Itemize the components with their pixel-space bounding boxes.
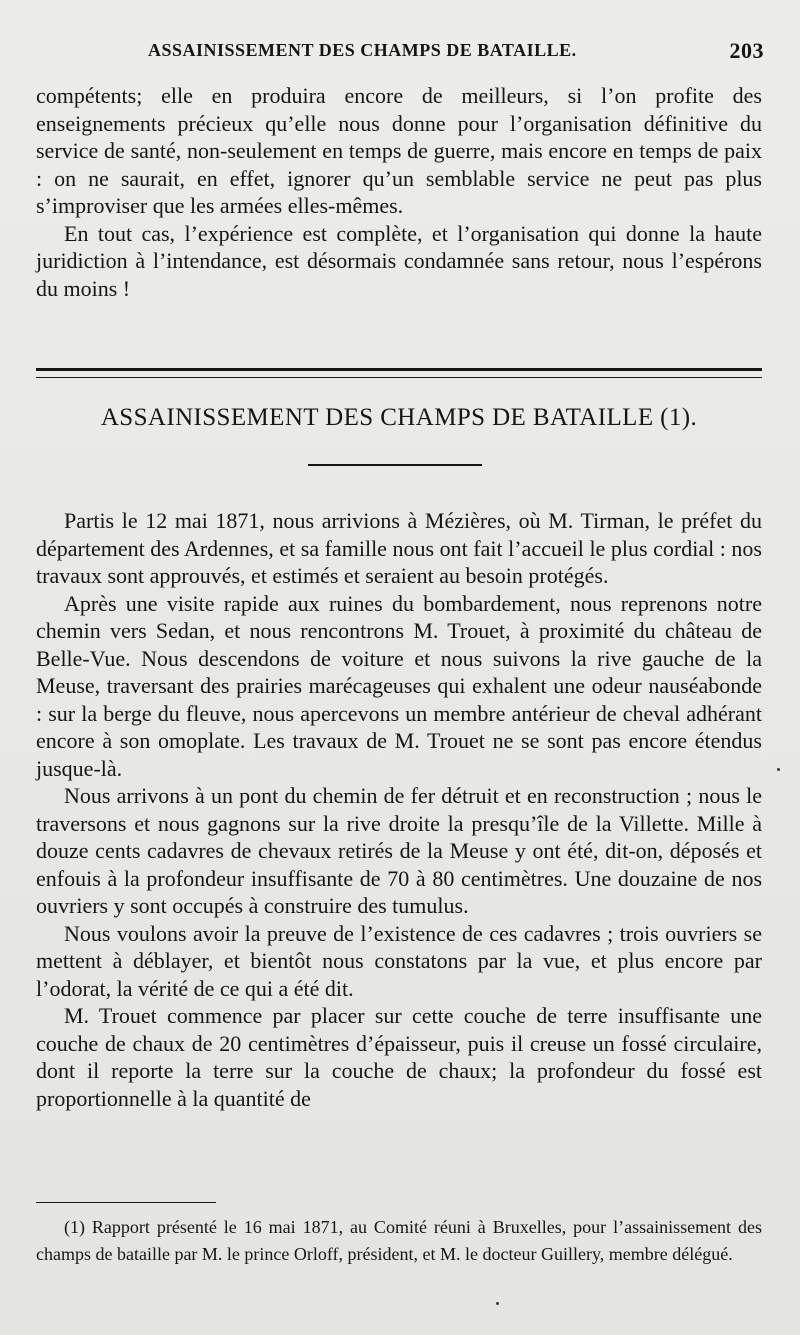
article-body: [36, 507, 762, 1112]
page-number: 203: [729, 38, 764, 63]
footnote-separator: [36, 1202, 216, 1203]
paragraph: M. Trouet commence par placer sur cette couche de terre insuffisante une couche de chaux de 20 centimètres d’épaisseur, puis il creuse un fossé circulaire, dont il reporte la terre sur la couche de chaux; la profondeur du fossé est proportionnelle à la quantité de: [36, 1003, 762, 1111]
ink-speck: [777, 768, 780, 771]
running-header: [36, 38, 764, 68]
paragraph: compétents; elle en produira encore de meilleurs, si l’on profite des enseignements précieux qu’elle nous donne pour l’organisation définitive du service de santé, non-seulement en temps de guerre, mais encore en temps de paix : on ne saurait, en effet, ignorer qu’un semblable service ne peut pas plus s’improviser que les armées elles-mêmes.: [36, 83, 762, 218]
title-underline: [308, 464, 482, 466]
ink-speck: [496, 1302, 499, 1305]
footnote-text: (1) Rapport présenté le 16 mai 1871, au Comité réuni à Bruxelles, pour l’assainissement des champs de bataille par M. le prince Orloff, président, et M. le docteur Guillery, membre délégué.: [36, 1217, 762, 1264]
section-divider: [36, 368, 762, 378]
article-title: ASSAINISSEMENT DES CHAMPS DE BATAILLE (1).: [100, 404, 698, 431]
paragraph: Après une visite rapide aux ruines du bombardement, nous reprenons notre chemin vers Sedan, et nous rencontrons M. Trouet, à proximité du château de Belle-Vue. Nous descendons de voiture et nous suivons la rive gauche de la Meuse, traversant des prairies marécageuses qui exhalent une odeur nauséabonde : sur la berge du fleuve, nous apercevons un membre antérieur de cheval adhérant encore à son omoplate. Les travaux de M. Trouet ne se sont pas encore étendus jusque-là.: [36, 590, 762, 781]
paragraph: Nous arrivons à un pont du chemin de fer détruit et en reconstruction ; nous le traversons et nous gagnons sur la rive droite la presqu’île de la Villette. Mille à douze cents cadavres de chevaux retirés de la Meuse y ont été, dit-on, déposés et enfouis à la profondeur insuffisante de 70 à 80 centimètres. Une douzaine de nos ouvriers y sont occupés à construire des tumulus.: [36, 783, 762, 918]
previous-article-text: [36, 82, 762, 302]
paragraph: En tout cas, l’expérience est complète, et l’organisation qui donne la haute juridiction à l’intendance, est désormais condamnée sans retour, nous l’espérons du moins !: [36, 220, 762, 301]
footnote: [36, 1214, 762, 1268]
paragraph: Nous voulons avoir la preuve de l’existence de ces cadavres ; trois ouvriers se mettent à déblayer, et bientôt nous constatons par la vue, et plus encore par l’odorat, la vérité de ce qui a été dit.: [36, 920, 762, 1001]
paragraph: Partis le 12 mai 1871, nous arrivions à Mézières, où M. Tirman, le préfet du département des Ardennes, et sa famille nous ont fait l’accueil le plus cordial : nos travaux sont approuvés, et estimés et seraient au besoin protégés.: [36, 508, 762, 588]
running-title: ASSAINISSEMENT DES CHAMPS DE BATAILLE.: [148, 40, 577, 60]
